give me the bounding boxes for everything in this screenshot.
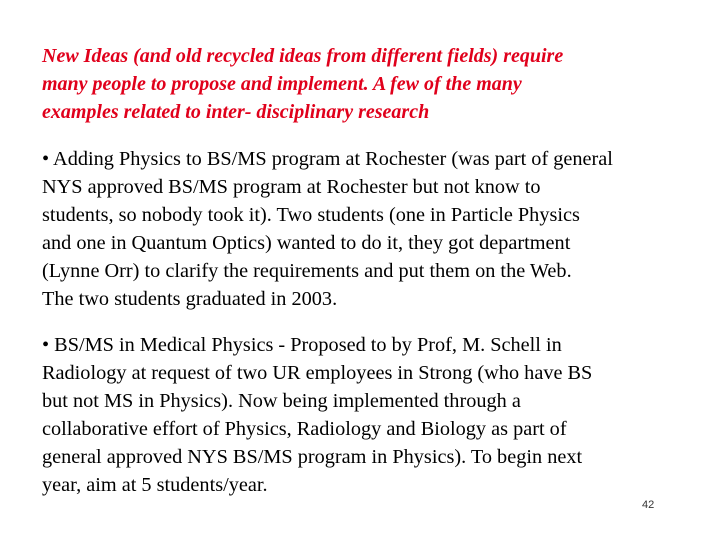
bullet-physics-bs-ms (42, 145, 714, 313)
bullet-medical-physics (42, 331, 714, 499)
page-number: 42 (642, 499, 655, 511)
bullet-line: year, aim at 5 students/year. (42, 474, 268, 496)
bullet-line: Radiology at request of two UR employees in Strong (who have BS (42, 362, 593, 384)
bullet-line: general approved NYS BS/MS program in Physics). To begin next (42, 446, 583, 468)
title-line: New Ideas (and old recycled ideas from different fields) require (42, 45, 564, 67)
bullet-line: but not MS in Physics). Now being implemented through a (42, 390, 521, 412)
title-line: examples related to inter- disciplinary research (42, 101, 430, 123)
bullet-line: and one in Quantum Optics) wanted to do it, they got department (42, 232, 571, 254)
bullet-line: collaborative effort of Physics, Radiology and Biology as part of (42, 418, 567, 440)
bullet-line: (Lynne Orr) to clarify the requirements and put them on the Web. (42, 260, 572, 282)
bullet-line: • Adding Physics to BS/MS program at Rochester (was part of general (42, 148, 613, 170)
bullet-line: NYS approved BS/MS program at Rochester but not know to (42, 176, 541, 198)
bullet-line: students, so nobody took it). Two students (one in Particle Physics (42, 204, 580, 226)
bullet-line: The two students graduated in 2003. (42, 288, 338, 310)
slide-title (42, 42, 702, 126)
title-line: many people to propose and implement. A few of the many (42, 73, 522, 95)
bullet-line: • BS/MS in Medical Physics - Proposed to by Prof, M. Schell in (42, 334, 562, 356)
